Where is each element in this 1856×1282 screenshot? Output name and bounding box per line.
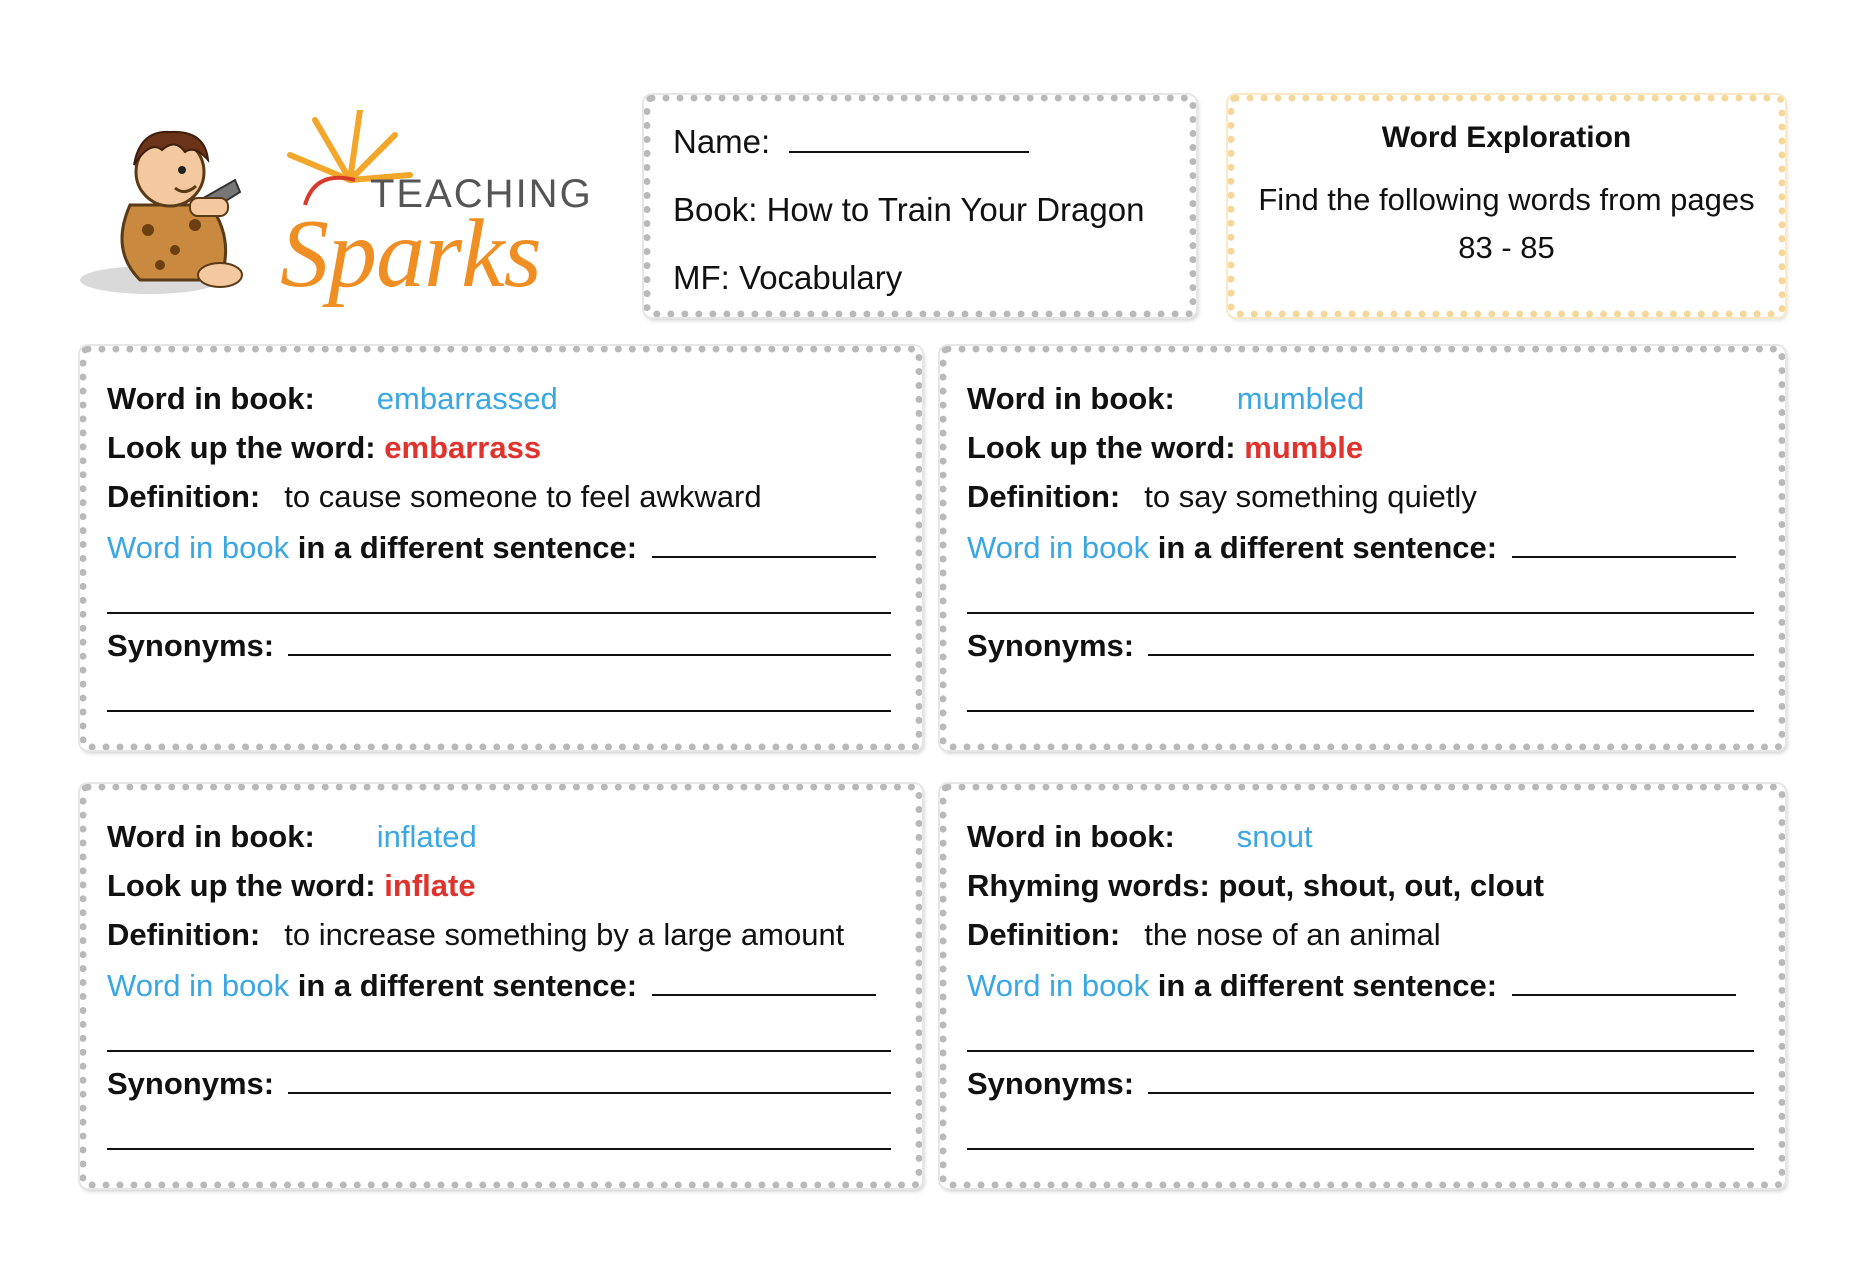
vocab-card-embarrassed [80, 346, 922, 750]
synonyms-continuation-line[interactable] [107, 1111, 895, 1160]
definition-label: Definition: [967, 479, 1121, 514]
rhyming-words-row [967, 866, 1758, 915]
word-in-book-row [107, 817, 895, 866]
sentence-field[interactable] [652, 964, 876, 996]
synonyms-label: Synonyms: [967, 628, 1135, 663]
word-in-book-inline: Word in book [107, 530, 290, 565]
exploration-title: Word Exploration [1381, 121, 1632, 154]
synonyms-label: Synonyms: [967, 1066, 1135, 1101]
word-exploration-box [1228, 95, 1785, 317]
root-word: inflate [384, 868, 476, 903]
sentence-field[interactable] [1512, 526, 1736, 558]
look-up-row [107, 866, 895, 915]
mf-value: Vocabulary [739, 259, 903, 296]
root-word: mumble [1244, 430, 1364, 465]
synonyms-continuation-line[interactable] [967, 673, 1758, 722]
vocab-card-mumbled [940, 346, 1785, 750]
word-in-book-label: Word in book: [967, 819, 1175, 854]
definition-row [967, 915, 1758, 964]
book-word: embarrassed [376, 381, 558, 416]
caveman-mascot-icon [70, 110, 290, 320]
book-word: inflated [376, 819, 477, 854]
sentence-field[interactable] [1512, 964, 1736, 996]
definition-text: the nose of an animal [1144, 917, 1441, 952]
different-sentence-label: in a different sentence: [1157, 968, 1498, 1003]
definition-text: to increase something by a large amount [284, 917, 845, 952]
different-sentence-label: in a different sentence: [1157, 530, 1498, 565]
book-label: Book: [673, 191, 758, 228]
sentence-row [107, 526, 895, 575]
word-in-book-row [107, 379, 895, 428]
sentence-continuation-line[interactable] [967, 1013, 1758, 1062]
word-in-book-inline: Word in book [967, 968, 1150, 1003]
definition-row [107, 477, 895, 526]
teaching-sparks-logo [70, 110, 600, 320]
sentence-row [967, 526, 1758, 575]
definition-text: to cause someone to feel awkward [284, 479, 762, 514]
vocab-card-snout [940, 784, 1785, 1188]
name-label: Name: [673, 123, 771, 160]
look-up-row [967, 428, 1758, 477]
root-word: embarrass [384, 430, 542, 465]
definition-row [967, 477, 1758, 526]
sentence-continuation-line[interactable] [107, 1013, 895, 1062]
word-in-book-label: Word in book: [107, 381, 315, 416]
book-title: How to Train Your Dragon [766, 191, 1145, 228]
sentence-continuation-line[interactable] [967, 575, 1758, 624]
rhyming-words-label: Rhyming words: [967, 868, 1210, 903]
synonyms-field[interactable] [1148, 1062, 1754, 1094]
rhyming-words-list: pout, shout, out, clout [1218, 868, 1544, 903]
synonyms-row [107, 624, 895, 673]
name-row [673, 116, 1167, 184]
synonyms-field[interactable] [288, 1062, 891, 1094]
synonyms-continuation-line[interactable] [107, 673, 895, 722]
definition-label: Definition: [967, 917, 1121, 952]
synonyms-row [967, 624, 1758, 673]
word-in-book-row [967, 379, 1758, 428]
synonyms-field[interactable] [288, 624, 891, 656]
book-word: snout [1236, 819, 1313, 854]
synonyms-label: Synonyms: [107, 1066, 275, 1101]
mf-label: MF: [673, 259, 730, 296]
exploration-instructions: Find the following words from pages 83 - 85 [1258, 182, 1755, 265]
name-field[interactable] [789, 121, 1029, 153]
word-in-book-inline: Word in book [107, 968, 290, 1003]
sentence-row [967, 964, 1758, 1013]
look-up-row [107, 428, 895, 477]
logo-teaching-text: TEACHING [370, 172, 593, 216]
book-row [673, 184, 1167, 252]
definition-text: to say something quietly [1144, 479, 1477, 514]
sentence-continuation-line[interactable] [107, 575, 895, 624]
mf-row [673, 252, 1167, 320]
look-up-label: Look up the word: [107, 430, 376, 465]
sentence-field[interactable] [652, 526, 876, 558]
definition-label: Definition: [107, 917, 261, 952]
definition-row [107, 915, 895, 964]
synonyms-continuation-line[interactable] [967, 1111, 1758, 1160]
synonyms-field[interactable] [1148, 624, 1754, 656]
word-in-book-inline: Word in book [967, 530, 1150, 565]
book-word: mumbled [1236, 381, 1365, 416]
word-in-book-row [967, 817, 1758, 866]
synonyms-row [967, 1062, 1758, 1111]
different-sentence-label: in a different sentence: [297, 968, 638, 1003]
word-in-book-label: Word in book: [107, 819, 315, 854]
synonyms-label: Synonyms: [107, 628, 275, 663]
student-info-box [644, 95, 1196, 317]
vocab-card-inflated [80, 784, 922, 1188]
definition-label: Definition: [107, 479, 261, 514]
look-up-label: Look up the word: [967, 430, 1236, 465]
different-sentence-label: in a different sentence: [297, 530, 638, 565]
look-up-label: Look up the word: [107, 868, 376, 903]
word-in-book-label: Word in book: [967, 381, 1175, 416]
logo-sparks-text: Sparks [280, 200, 541, 308]
sentence-row [107, 964, 895, 1013]
synonyms-row [107, 1062, 895, 1111]
